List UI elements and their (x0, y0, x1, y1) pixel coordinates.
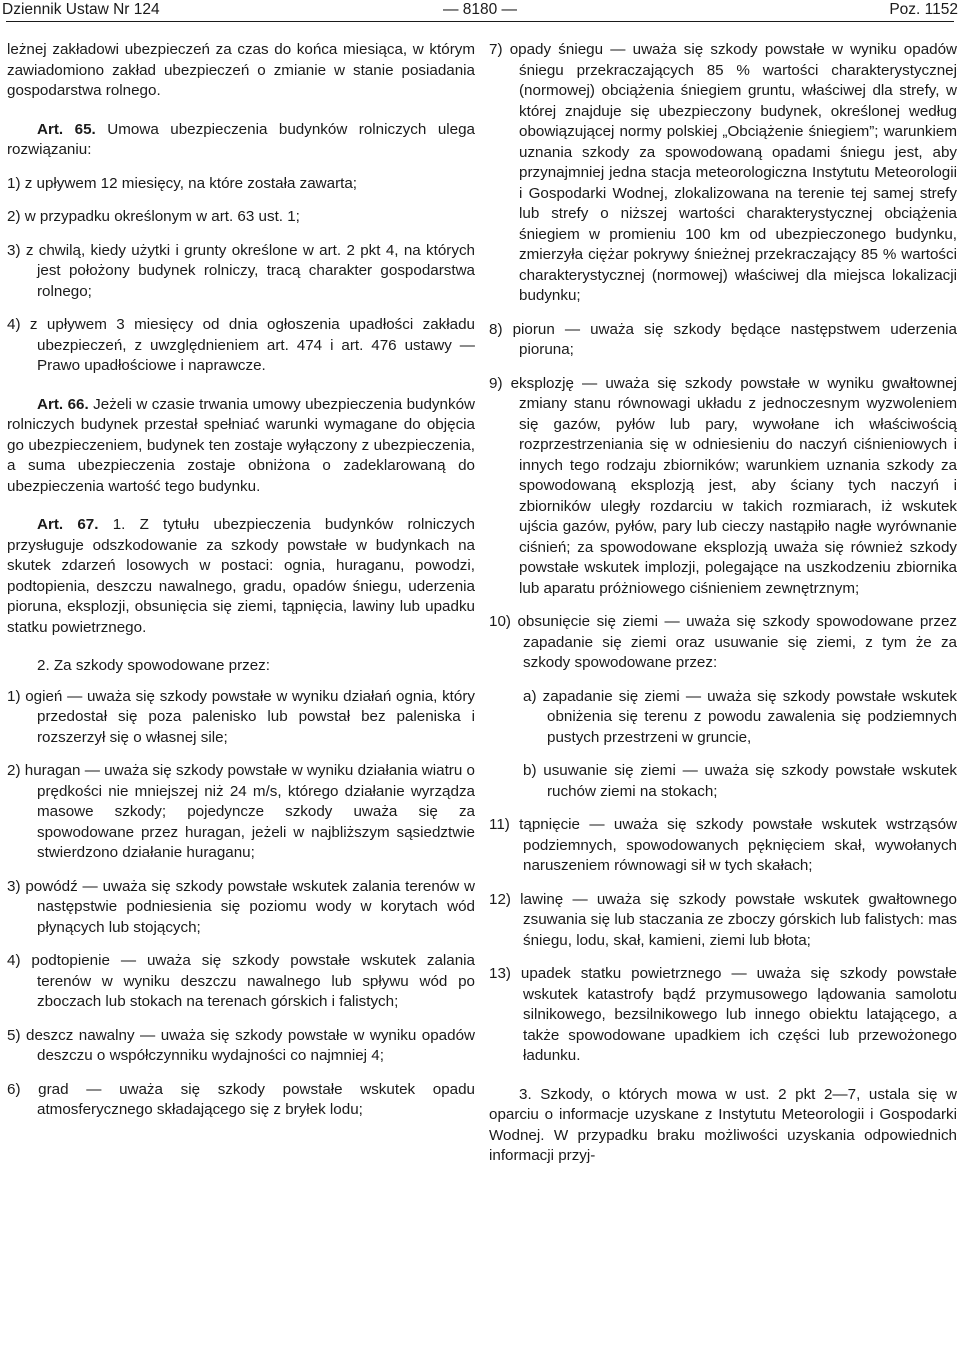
left-column (7, 40, 475, 1121)
art65-item-2: 2) w przypadku określonym w art. 63 ust. 1; (7, 208, 300, 225)
article-67-paragraph-2: 2. Za szkody spowodowane przez: (37, 657, 270, 674)
position-number: Poz. 1152 (889, 1, 958, 18)
article-65-number: Art. 65. (37, 120, 96, 138)
art67-item-11: 11) tąpnięcie — uważa się szkody powstałe wskutek wstrząsów podziemnych, spowodowanych pęknięciem skał, wywołanych naruszeniem równowagi sił w tych skałach; (489, 816, 957, 874)
art67-item-2: 2) huragan — uważa się szkody powstałe w wyniku działania wiatru o prędkości nie mniejszej niż 24 m/s, którego działanie wyrządza masowe szkody; pojedyncze szkody uważa się za spowodowane przez huragan, jeżeli w najbliższym sąsiedztwie stwierdzono działanie huraganu; (7, 762, 475, 861)
right-column (489, 40, 957, 1167)
article-67-paragraph-3: 3. Szkody, o których mowa w ust. 2 pkt 2—7, ustala się w oparciu o informacje uzyskane z Instytutu Meteorologii i Gospodarki Wodnej. W przypadku braku możliwości uzyskania odpowiednich informacji przyj- (489, 1085, 957, 1164)
article-66-number: Art. 66. (37, 395, 89, 413)
article-65 (7, 120, 475, 161)
article-66 (7, 395, 475, 498)
page-number: — 8180 — (442, 1, 518, 18)
art67-item-10: 10) obsunięcie się ziemi — uważa się szkody spowodowane przez zapadanie się ziemi oraz usuwanie się ziemi, z tym że za szkody spowodowane przez: (489, 613, 957, 671)
page-header (0, 0, 960, 20)
art67-item-10-b: b) usuwanie się ziemi — uważa się szkody powstałe wskutek ruchów ziemi na stokach; (523, 762, 957, 800)
art67-item-6: 6) grad — uważa się szkody powstałe wskutek opadu atmosferycznego składającego się z bryłek lodu; (7, 1080, 475, 1118)
article-66-text: Jeżeli w czasie trwania umowy ubezpieczenia budynków rolniczych budynek przestał spełniać warunki wymagane do objęcia go ubezpieczeniem, budynek ten zostaje wyłączony z ubezpieczenia, a suma ubezpieczenia zostaje obniżona o zadeklarowaną do ubezpieczenia wartość tego budynku. (7, 395, 475, 495)
art67-item-4: 4) podtopienie — uważa się szkody powstałe wskutek zalania terenów w wyniku deszczu nawalnego lub spływu wód po zboczach lub stokach na terenach górskich i falistych; (7, 952, 475, 1010)
art67-item-12: 12) lawinę — uważa się szkody powstałe wskutek gwałtownego zsuwania się lub staczania ze zboczy górskich lub falistych: mas śniegu, lodu, skał, kamieni, ziemi lub błota; (489, 890, 957, 949)
art67-item-10-a: a) zapadanie się ziemi — uważa się szkody powstałe wskutek obniżenia się terenu z powodu zawalenia się podziemnych pustych przestrzeni w gruncie, (523, 687, 957, 746)
art65-item-4: 4) z upływem 3 miesięcy od dnia ogłoszenia upadłości zakładu ubezpieczeń, z uwzględnieniem art. 474 i art. 476 ustawy — Prawo upadłościowe i naprawcze. (7, 316, 475, 374)
article-67-number: Art. 67. (37, 516, 99, 533)
header-rule (6, 21, 954, 22)
art67-item-8: 8) piorun — uważa się szkody będące następstwem uderzenia pioruna; (489, 320, 957, 358)
art65-item-3: 3) z chwilą, kiedy użytki i grunty określone w art. 2 pkt 4, na których jest położony budynek rolniczy, tracą charakter gospodarstwa rolnego; (7, 241, 475, 300)
art67-item-1: 1) ogień — uważa się szkody powstałe w wyniku działań ognia, który przedostał się poza palenisko lub powstał bez paleniska i rozszerzył się o własnej sile; (7, 687, 475, 746)
article-67-text: 1. Z tytułu ubezpieczenia budynków rolniczych przysługuje odszkodowanie za szkody powstałe w budynkach na skutek zdarzeń losowych w postaci: ognia, huraganu, powodzi, podtopienia, deszczu nawalnego, gradu, opadów śniegu, uderzenia pioruna, eksplozji, obsunięcia się ziemi, tąpnięcia, lawiny lub upadku statku powietrznego. (7, 516, 475, 636)
article-67 (7, 515, 475, 638)
art65-item-1: 1) z upływem 12 miesięcy, na które została zawarta; (7, 174, 358, 192)
continued-paragraph: leżnej zakładowi ubezpieczeń za czas do końca miesiąca, w którym zawiadomiono zakład ubezpieczeń o zmianie w stanie posiadania gospodarstwa rolnego. (7, 41, 475, 99)
journal-title: Dziennik Ustaw Nr 124 (2, 1, 160, 18)
art67-item-5: 5) deszcz nawalny — uważa się szkody powstałe w wyniku opadów deszczu o współczynniku wydajności co najmniej 4; (7, 1026, 475, 1064)
art67-item-9: 9) eksplozję — uważa się szkody powstałe w wyniku gwałtownej zmiany stanu równowagi układu z jednoczesnym wyzwoleniem się gazów, pyłów lub pary, wywołane ich właściwością rozprzestrzeniania się w odniesieniu do naczyń ciśnieniowych i innych tego rodzaju zbiorników; warunkiem uznania szkody za spowodowaną eksplozją jest, aby ściany tych naczyń i zbiorników uległy rozdarciu w takich rozmiarach, iż wskutek ujścia gazów, pyłów, pary lub cieczy nastąpiło nagłe wyrównanie ciśnień; za spowodowane eksplozją uważa się również szkody powstałe wskutek implozji, polegające na uszkodzeniu zbiornika lub aparatu próżniowego ciśnieniem zewnętrznym; (489, 374, 957, 597)
article-65-text: Umowa ubezpieczenia budynków rolniczych ulega rozwiązaniu: (7, 120, 475, 158)
art67-item-7: 7) opady śniegu — uważa się szkody powstałe w wyniku opadów śniegu przekraczających 85 % wartości charakterystycznej (normowej) obciążenia śniegiem gruntu, właściwej dla strefy, w której znajduje się ubezpieczony budynek, określonej według obowiązującej normy polskiej „Obciążenie śniegiem”; warunkiem uznania szkody za spowodowaną opadami śniegu jest, aby przynajmniej jedna stacja meteorologiczna Instytutu Meteorologii i Gospodarki Wodnej, zlokalizowana na terenie tej samej strefy lub strefy o niższej wartości charakterystycznej obciążenia śniegiem w promieniu 100 km od ubezpieczonego budynku, zmierzyła ciężar pokrywy śnieżnej przekraczający 85 % wartości charakterystycznej (normowej) właściwej dla miejsca lokalizacji budynku; (489, 41, 957, 304)
art67-item-3: 3) powódź — uważa się szkody powstałe wskutek zalania terenów w następstwie podniesienia się poziomu wody w korytach wód płynących lub stojących; (7, 877, 475, 936)
art67-item-13: 13) upadek statku powietrznego — uważa się szkody powstałe wskutek katastrofy bądź przymusowego lądowania samolotu silnikowego, bezsilnikowego lub innego obiektu latającego, a także spowodowane upadkiem ich części lub przewożonego ładunku. (489, 965, 957, 1064)
